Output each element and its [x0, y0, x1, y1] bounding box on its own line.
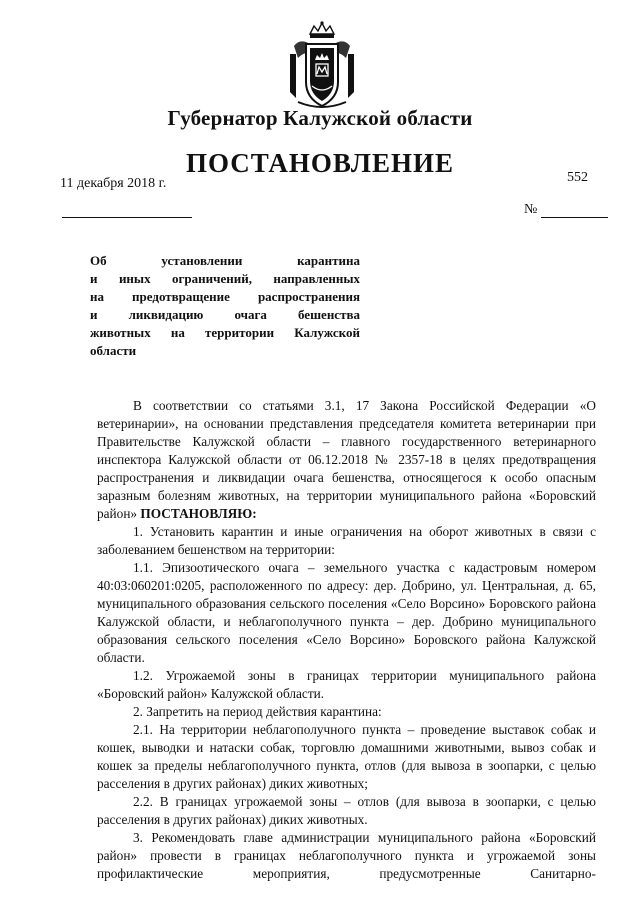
subject-line: на предотвращение распространения [90, 289, 360, 304]
clause-1-2: 1.2. Угрожаемой зоны в границах территории муниципального района «Боровский район» Калужской области. [97, 668, 596, 701]
document-body [97, 397, 596, 883]
document-type-title: ПОСТАНОВЛЕНИЕ [185, 148, 455, 178]
issuing-authority: Губернатор Калужской области [167, 106, 473, 130]
subject-line: и ликвидацию очага бешенства [90, 307, 360, 322]
clause-2-2: 2.2. В границах угрожаемой зоны – отлов (для вывоза в зоопарки, с целью расселения в других районах) диких животных. [97, 794, 596, 827]
subject-line: и иных ограничений, направленных [90, 271, 360, 286]
document-number: 552 [567, 170, 588, 185]
preamble-paragraph [97, 397, 596, 523]
number-underline [541, 217, 608, 218]
number-label: № [524, 202, 538, 217]
subject-line: животных на территории Калужской [90, 325, 360, 340]
clause-2-1: 2.1. На территории неблагополучного пункта – проведение выставок собак и кошек, выводки и натаски собак, торговлю домашними животными, вывоз собак и кошек за пределы неблагополучного пункта, отлов (для вывоза в зоопарки, с целью расселения в других районах) диких животных; [97, 722, 596, 791]
document-subject [90, 252, 360, 360]
date-underline [62, 217, 192, 218]
clause-1: 1. Установить карантин и иные ограничения на оборот животных в связи с заболеванием бешенством на территории: [97, 524, 596, 557]
coat-of-arms-emblem [286, 20, 358, 110]
preamble-text: В соответствии со статьями 3.1, 17 Закона Российской Федерации «О ветеринарии», на основании представления председателя комитета ветеринарии при Правительстве Калужской области – главного государственного ветеринарного инспектора Калужской области от 06.12.2018 № 2357-18 в целях предотвращения распространения и ликвидации очага бешенства, относящегося к особо опасным заразным болезням животных, на территории муниципального района «Боровский район» [97, 398, 596, 521]
clause-2: 2. Запретить на период действия карантина: [133, 704, 382, 719]
clause-1-1: 1.1. Эпизоотического очага – земельного участка с кадастровым номером 40:03:060201:0205, расположенного по адресу: дер. Добрино, ул. Центральная, д. 65, муниципального образования сельского поселения «Село Ворсино» Боровского района Калужской области, и неблагополучного пункта – дер. Добрино муниципального образования сельского поселения «Село Ворсино» Боровского района Калужской области. [97, 560, 596, 665]
subject-line: Об установлении карантина [90, 253, 360, 268]
clause-3: 3. Рекомендовать главе администрации муниципального района «Боровский район» провести в границах неблагополучного пункта и угрожаемой зоны профилактические мероприятия, предусмотренные Санитарно- [97, 830, 596, 881]
decree-word: ПОСТАНОВЛЯЮ: [140, 506, 257, 521]
subject-line: области [90, 343, 137, 358]
document-date: 11 декабря 2018 г. [60, 176, 167, 191]
